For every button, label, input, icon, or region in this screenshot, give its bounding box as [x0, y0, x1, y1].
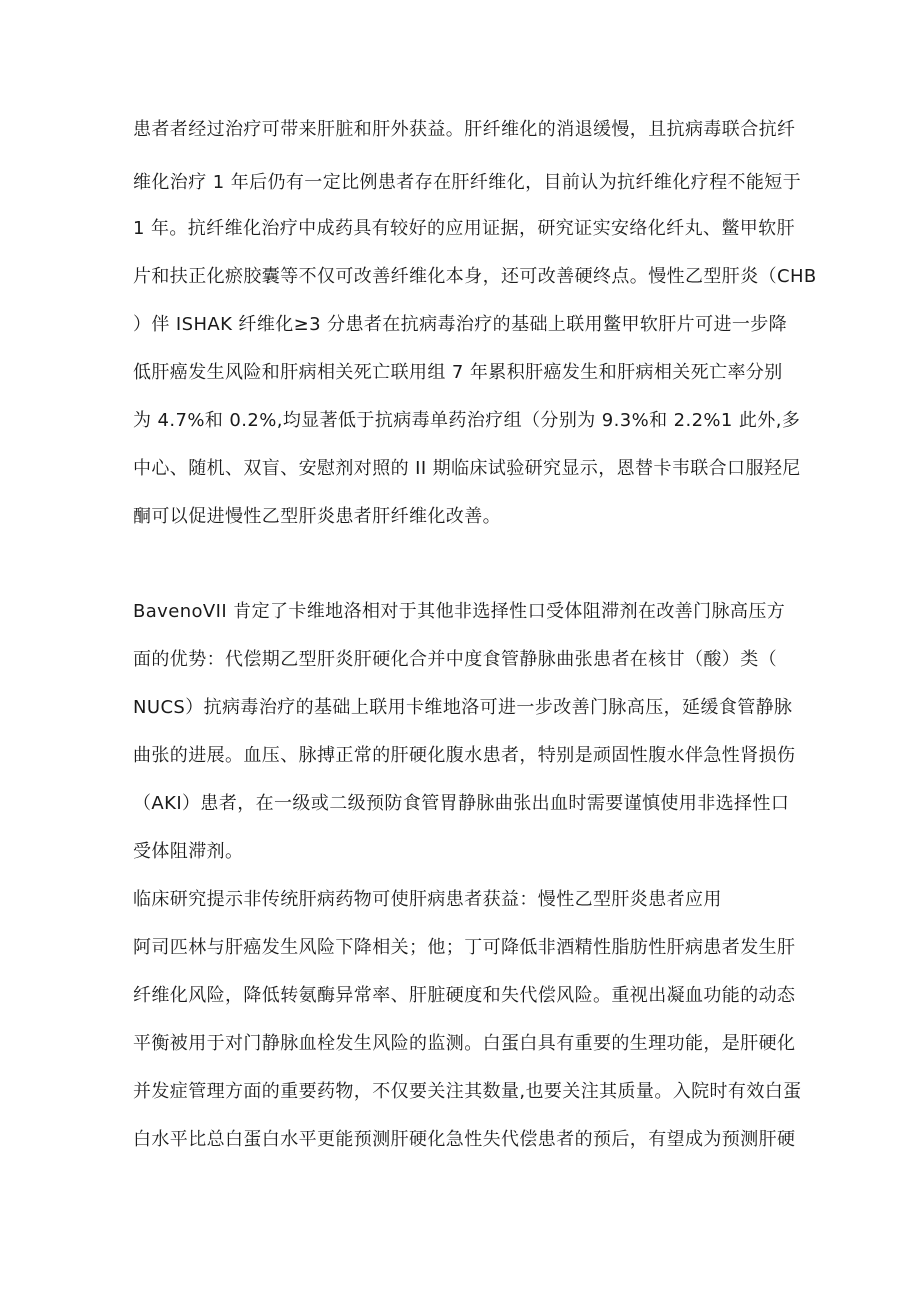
- text-line: 酮可以促进慢性乙型肝炎患者肝纤维化改善。: [133, 506, 501, 527]
- text-line: 面的优势：代偿期乙型肝炎肝硬化合并中度食管静脉曲张患者在核甘（酸）类（: [133, 649, 777, 670]
- text-line: 曲张的进展。血压、脉搏正常的肝硬化腹水患者，特别是顽固性腹水伴急性肾损伤: [133, 745, 796, 766]
- text-line: （AKI）患者，在一级或二级预防食管胃静脉曲张出血时需要谨慎使用非选择性口: [133, 793, 790, 814]
- text-line: 临床研究提示非传统肝病药物可使肝病患者获益：慢性乙型肝炎患者应用: [133, 889, 722, 910]
- text-line: 片和扶正化瘀胶囊等不仅可改善纤维化本身，还可改善硬终点。慢性乙型肝炎（CHB: [133, 266, 817, 287]
- text-line: NUCS）抗病毒治疗的基础上联用卡维地洛可进一步改善门脉高压，延缓食管静脉: [133, 697, 793, 718]
- text-line: 1 年。抗纤维化治疗中成药具有较好的应用证据，研究证实安络化纤丸、鳖甲软肝: [133, 218, 795, 239]
- text-line: 低肝癌发生风险和肝病相关死亡联用组 7 年累积肝癌发生和肝病相关死亡率分别: [133, 362, 783, 383]
- text-line: 阿司匹林与肝癌发生风险下降相关；他；丁可降低非酒精性脂肪性肝病患者发生肝: [133, 937, 796, 958]
- text-line: 患者者经过治疗可带来肝脏和肝外获益。肝纤维化的消退缓慢，且抗病毒联合抗纤: [133, 119, 796, 140]
- text-line: 中心、随机、双盲、安慰剂对照的 II 期临床试验研究显示，恩替卡韦联合口服羟尼: [133, 458, 801, 479]
- text-line: ）伴 ISHAK 纤维化≥3 分患者在抗病毒治疗的基础上联用鳖甲软肝片可进一步降: [133, 314, 788, 335]
- text-line: 纤维化风险，降低转氨酶异常率、肝脏硬度和失代偿风险。重视出凝血功能的动态: [133, 985, 796, 1006]
- text-line: 白水平比总白蛋白水平更能预测肝硬化急性失代偿患者的预后，有望成为预测肝硬: [133, 1129, 796, 1150]
- text-line: 并发症管理方面的重要药物，不仅要关注其数量,也要关注其质量。入院时有效白蛋: [133, 1081, 802, 1102]
- text-line: 维化治疗 1 年后仍有一定比例患者存在肝纤维化，目前认为抗纤维化疗程不能短于: [133, 172, 802, 193]
- text-line: 受体阻滞剂。: [133, 841, 244, 862]
- text-line: 为 4.7%和 0.2%,均显著低于抗病毒单药治疗组（分别为 9.3%和 2.2%1 此外,多: [133, 410, 801, 431]
- text-line: BavenoVII 肯定了卡维地洛相对于其他非选择性口受体阻滞剂在改善门脉高压方: [133, 601, 786, 622]
- text-line: 平衡被用于对门静脉血栓发生风险的监测。白蛋白具有重要的生理功能，是肝硬化: [133, 1033, 796, 1054]
